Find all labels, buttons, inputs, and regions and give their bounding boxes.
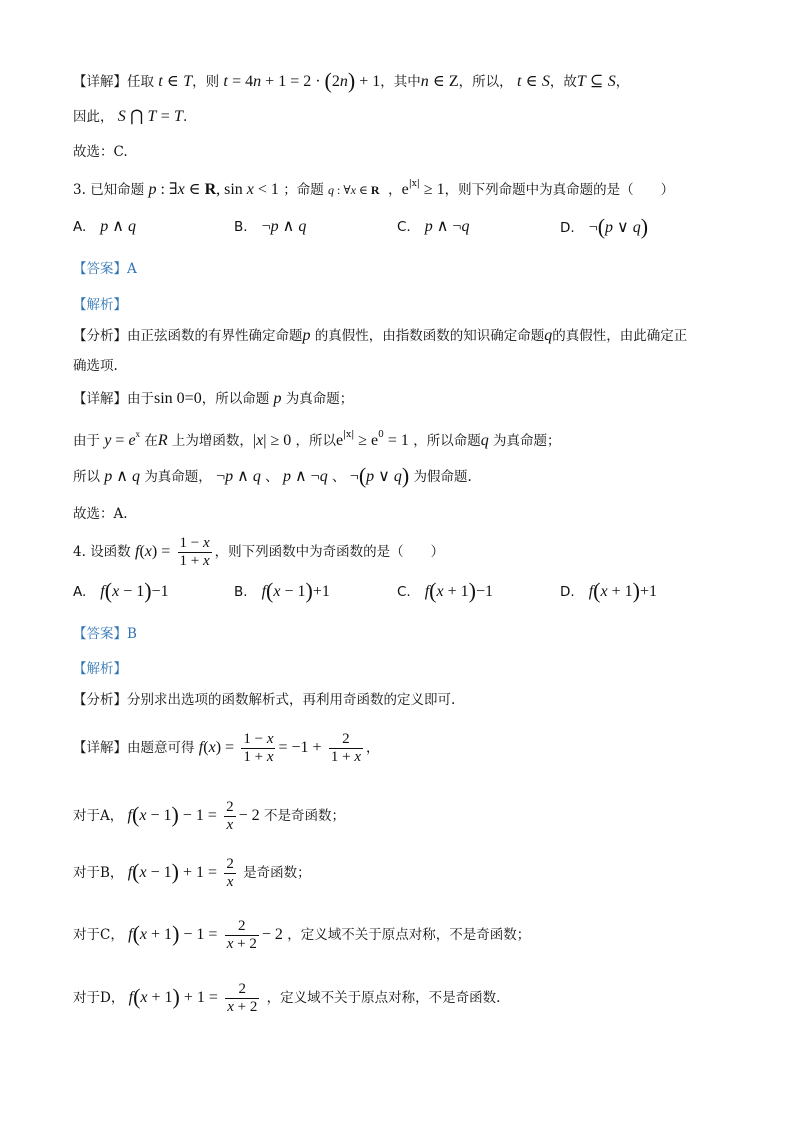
answer-select-line: 故选：C. xyxy=(73,144,128,160)
detail-tag: 【详解】 xyxy=(73,74,127,90)
analysis-q4: 【分析】分别求出选项的函数解析式，再利用奇函数的定义即可. xyxy=(73,692,456,708)
question-number: 4. xyxy=(73,544,86,560)
analysis-label: 【解析】 xyxy=(73,297,127,313)
option-c[interactable]: C. p ∧ ¬q xyxy=(397,218,470,235)
analysis-line-2: 确选项. xyxy=(73,358,118,374)
option-b-q4[interactable]: B. f(x − 1)+1 xyxy=(234,578,330,603)
case-d: 对于D， f(x + 1) + 1 = $\frac{2}{x + 2}$ ，定义域不关于原点对称，不是奇函数. xyxy=(73,981,501,1015)
answer-label-q4: 【答案】B xyxy=(73,626,137,642)
detail-line-1: 【详解】任取 t ∈ T，则 t = 4n + 1 = 2 · (2n) + 1，其中n ∈ Z，所以， t ∈ S，故T ⊆ S， xyxy=(73,68,630,93)
detail-line-2: 因此， S ⋂ T = T. xyxy=(73,108,188,125)
question-number: 3. xyxy=(73,182,86,198)
detail-q4: 【详解】由题意可得 f(x) = $\frac{1 - x}{1 + x}$ = −1 + $\frac{2}{1 + x}$ ， xyxy=(73,731,380,765)
analysis-label-q4: 【解析】 xyxy=(73,661,127,677)
analysis-line-1: 【分析】由正弦函数的有界性确定命题p 的真假性，由指数函数的知识确定命题q的真假性，由此确定正 xyxy=(73,327,688,344)
option-c-q4[interactable]: C. f(x + 1)−1 xyxy=(397,578,493,603)
detail-q3-line-1: 【详解】由于sin 0=0，所以命题 p 为真命题； xyxy=(73,390,354,407)
option-b[interactable]: B. ¬p ∧ q xyxy=(234,218,307,235)
case-a: 对于A， f(x − 1) − 1 = $\frac{2}{x}$ − 2 不是奇函数； xyxy=(73,799,345,833)
question-4: 4. 设函数 f(x) = $\frac{1 - x}{1 + x}$ ，则下列函数中为奇函数的是（ ） xyxy=(73,535,445,569)
case-c: 对于C， f(x + 1) − 1 = $\frac{2}{x + 2}$ − 2 ，定义域不关于原点对称，不是奇函数； xyxy=(73,918,531,952)
answer-label: 【答案】A xyxy=(73,261,137,277)
answer-select-line-q3: 故选：A. xyxy=(73,506,128,522)
detail-q3-line-3: 所以 p ∧ q 为真命题， ¬p ∧ q 、 p ∧ ¬q 、 ¬(p ∨ q) 为假命题. xyxy=(73,463,472,488)
detail-q3-line-2: 由于 $y = e^x$ 在R 上为增函数，|x| ≥ 0 ，所以$e^{|x|} \ge e^0 = 1$ ，所以命题q 为真命题； xyxy=(73,429,561,449)
option-d-q4[interactable]: D. f(x + 1)+1 xyxy=(560,578,657,603)
option-a[interactable]: A. p ∧ q xyxy=(73,218,137,235)
option-a-q4[interactable]: A. f(x − 1)−1 xyxy=(73,578,169,603)
case-b: 对于B， f(x − 1) + 1 = $\frac{2}{x}$ 是奇函数； xyxy=(73,856,311,890)
option-d[interactable]: D. ¬(p ∨ q) xyxy=(560,214,649,239)
question-3: 3. 已知命题 p : ∃x ∈ R, sin x < 1 ；命题 q : ∀x ∈ R ，$e^{|x|} \ge 1$，则下列命题中为真命题的是（ ） xyxy=(73,179,675,198)
